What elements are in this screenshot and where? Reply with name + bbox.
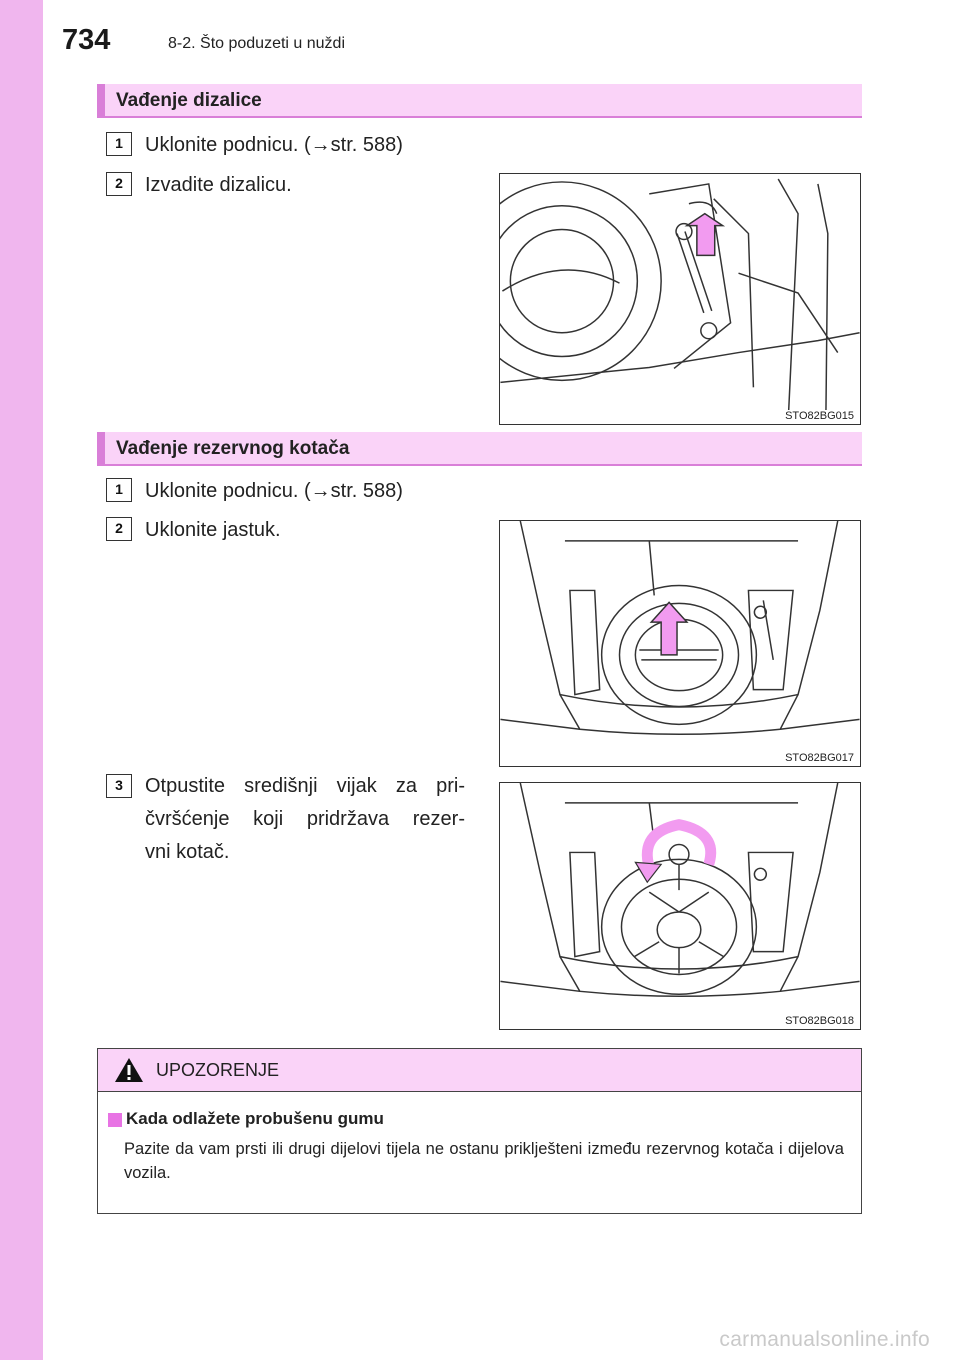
arrowhead-icon bbox=[635, 862, 661, 882]
warning-body: Pazite da vam prsti ili drugi dijelovi tijela ne ostanu priklješteni između rezervnog kotača i dijelova vozila. bbox=[124, 1140, 844, 1182]
step-text-line: vni kotač. bbox=[145, 841, 230, 863]
step-number: 3 bbox=[106, 774, 132, 798]
figure-illustration bbox=[500, 783, 860, 1029]
figure-code: STO82BG017 bbox=[785, 752, 854, 764]
section-heading-spare-wheel: Vađenje rezervnog kotača bbox=[97, 432, 862, 466]
figure-illustration bbox=[500, 521, 860, 766]
step-text: Izvadite dizalicu. bbox=[145, 174, 292, 196]
figure-code: STO82BG018 bbox=[785, 1015, 854, 1027]
step-number: 1 bbox=[106, 132, 132, 156]
step-text: Uklonite podnicu. (→str. 588) bbox=[145, 134, 403, 156]
warning-header bbox=[98, 1049, 861, 1092]
up-arrow-icon bbox=[651, 602, 687, 655]
figure-loosen-bolt bbox=[499, 782, 861, 1030]
step-text: Uklonite jastuk. bbox=[145, 519, 281, 541]
step-number: 1 bbox=[106, 478, 132, 502]
step-text-line: čvršćenje koji pridržava rezer- bbox=[145, 808, 465, 830]
figure-cushion-removal bbox=[499, 520, 861, 767]
warning-title: UPOZORENJE bbox=[156, 1060, 280, 1080]
figure-illustration bbox=[500, 174, 860, 424]
figure-code: STO82BG015 bbox=[785, 410, 854, 422]
step-text-line: Otpustite središnji vijak za pri- bbox=[145, 775, 465, 797]
rotate-arrow-icon bbox=[647, 825, 710, 868]
figure-jack-removal bbox=[499, 173, 861, 425]
warning-triangle-icon bbox=[114, 1057, 144, 1083]
side-color-strip bbox=[0, 0, 43, 1360]
page-number: 734 bbox=[62, 24, 111, 56]
step-number: 2 bbox=[106, 172, 132, 196]
section-heading-jack: Vađenje dizalice bbox=[97, 84, 862, 118]
step-number: 2 bbox=[106, 517, 132, 541]
watermark: carmanualsonline.info bbox=[719, 1328, 930, 1351]
warning-box bbox=[97, 1048, 862, 1214]
chapter-title: 8-2. Što poduzeti u nuždi bbox=[168, 35, 346, 52]
square-bullet-icon bbox=[108, 1113, 122, 1127]
warning-subtitle: Kada odlažete probušenu gumu bbox=[126, 1109, 384, 1128]
step-text: Uklonite podnicu. (→str. 588) bbox=[145, 480, 403, 502]
